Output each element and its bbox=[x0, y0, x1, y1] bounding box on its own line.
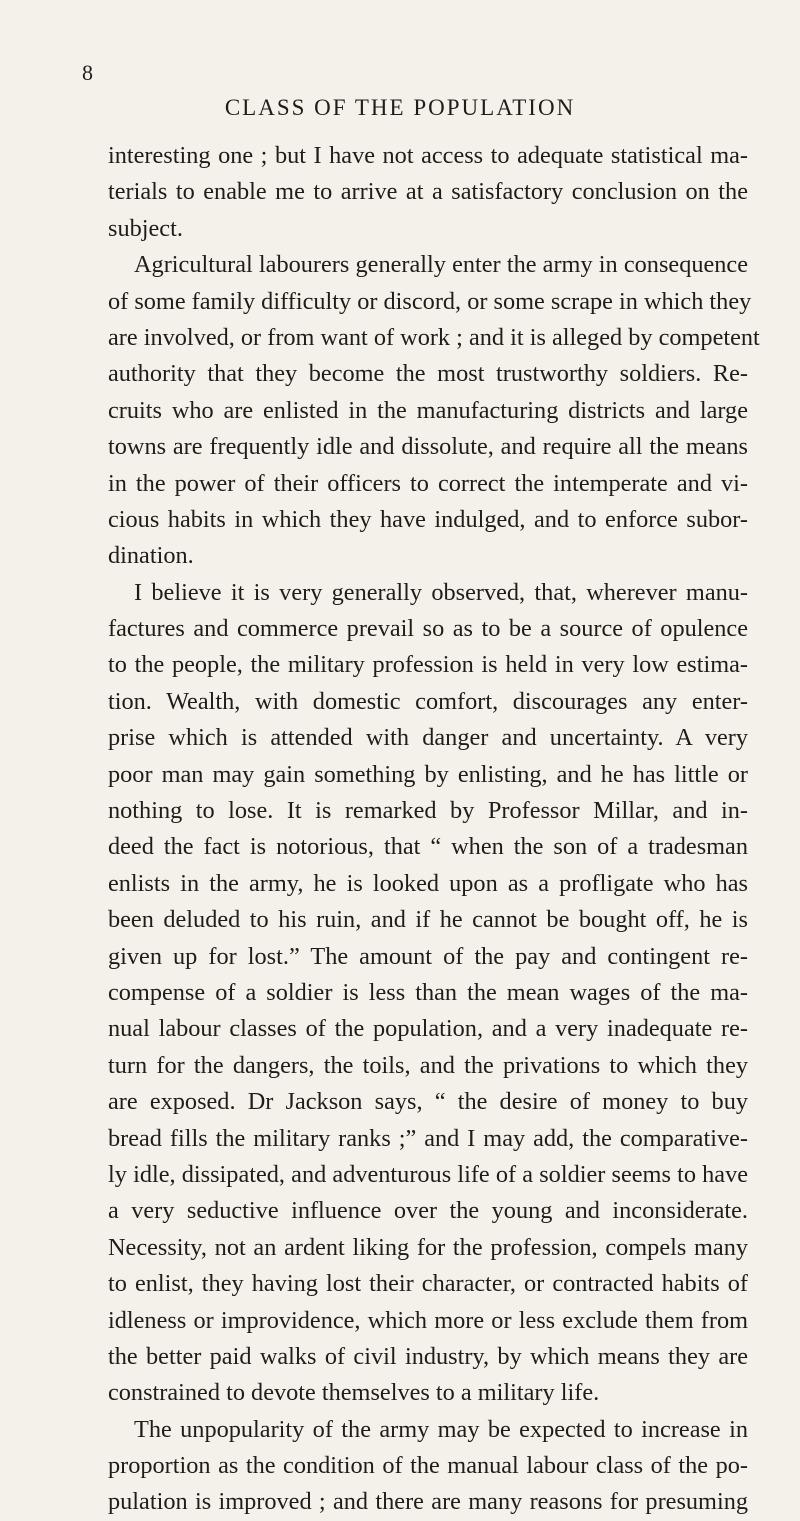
text-line: towns are frequently idle and dissolute, and require all the means bbox=[108, 433, 748, 461]
text-line: given up for lost.” The amount of the pay and contingent re- bbox=[108, 942, 748, 970]
text-line: bread fills the military ranks ;” and I may add, the comparative- bbox=[108, 1124, 748, 1152]
running-head: CLASS OF THE POPULATION bbox=[224, 95, 576, 120]
text-line: proportion as the condition of the manual labour class of the po- bbox=[108, 1452, 748, 1480]
text-line: cious habits in which they have indulged, and to enforce subor- bbox=[108, 505, 748, 533]
text-line: poor man may gain something by enlisting, and he has little or bbox=[108, 760, 748, 788]
text-line: deed the fact is notorious, that “ when the son of a tradesman bbox=[108, 833, 748, 861]
text-line: are involved, or from want of work ; and it is alleged by competent bbox=[108, 323, 760, 351]
text-line: been deluded to his ruin, and if he cannot be bought off, he is bbox=[108, 906, 748, 934]
text-line: turn for the dangers, the toils, and the privations to which they bbox=[108, 1051, 748, 1079]
text-line: ly idle, dissipated, and adventurous life of a soldier seems to have bbox=[108, 1160, 748, 1188]
text-line: Agricultural labourers generally enter the army in consequence bbox=[134, 251, 748, 279]
text-line: The unpopularity of the army may be expected to increase in bbox=[134, 1415, 748, 1443]
text-line: subject. bbox=[108, 214, 183, 242]
text-line: to the people, the military profession is held in very low estima- bbox=[108, 651, 748, 679]
text-line: tion. Wealth, with domestic comfort, discourages any enter- bbox=[108, 687, 748, 715]
text-line: are exposed. Dr Jackson says, “ the desire of money to buy bbox=[108, 1088, 748, 1116]
text-line: I believe it is very generally observed, that, wherever manu- bbox=[134, 578, 748, 606]
page-number: 8 bbox=[82, 60, 93, 85]
text-line: nothing to lose. It is remarked by Professor Millar, and in- bbox=[108, 797, 748, 825]
text-line: enlists in the army, he is looked upon as a profligate who has bbox=[108, 869, 748, 897]
text-line: prise which is attended with danger and uncertainty. A very bbox=[108, 724, 748, 752]
text-line: interesting one ; but I have not access to adequate statistical ma- bbox=[108, 142, 748, 169]
text-line: idleness or improvidence, which more or less exclude them from bbox=[108, 1306, 748, 1334]
text-line: in the power of their officers to correct the intemperate and vi- bbox=[108, 469, 748, 497]
text-line: of some family difficulty or discord, or some scrape in which they bbox=[108, 287, 752, 315]
text-line: terials to enable me to arrive at a satisfactory conclusion on the bbox=[108, 178, 748, 206]
text-line: a very seductive influence over the young and inconsiderate. bbox=[108, 1197, 748, 1225]
text-line: compense of a soldier is less than the mean wages of the ma- bbox=[108, 978, 748, 1006]
text-line: to enlist, they having lost their character, or contracted habits of bbox=[108, 1270, 748, 1298]
body-text bbox=[108, 138, 760, 1521]
text-line: constrained to devote themselves to a military life. bbox=[108, 1379, 600, 1407]
text-line: pulation is improved ; and there are many reasons for presuming bbox=[108, 1488, 748, 1516]
text-line: dination. bbox=[108, 542, 194, 570]
text-line: factures and commerce prevail so as to be a source of opulence bbox=[108, 615, 748, 643]
text-line: cruits who are enlisted in the manufacturing districts and large bbox=[108, 396, 748, 424]
text-line: the better paid walks of civil industry, by which means they are bbox=[108, 1342, 748, 1370]
text-line: Necessity, not an ardent liking for the profession, compels many bbox=[108, 1233, 748, 1261]
text-line: nual labour classes of the population, and a very inadequate re- bbox=[108, 1015, 748, 1043]
text-line: authority that they become the most trustworthy soldiers. Re- bbox=[108, 360, 748, 388]
